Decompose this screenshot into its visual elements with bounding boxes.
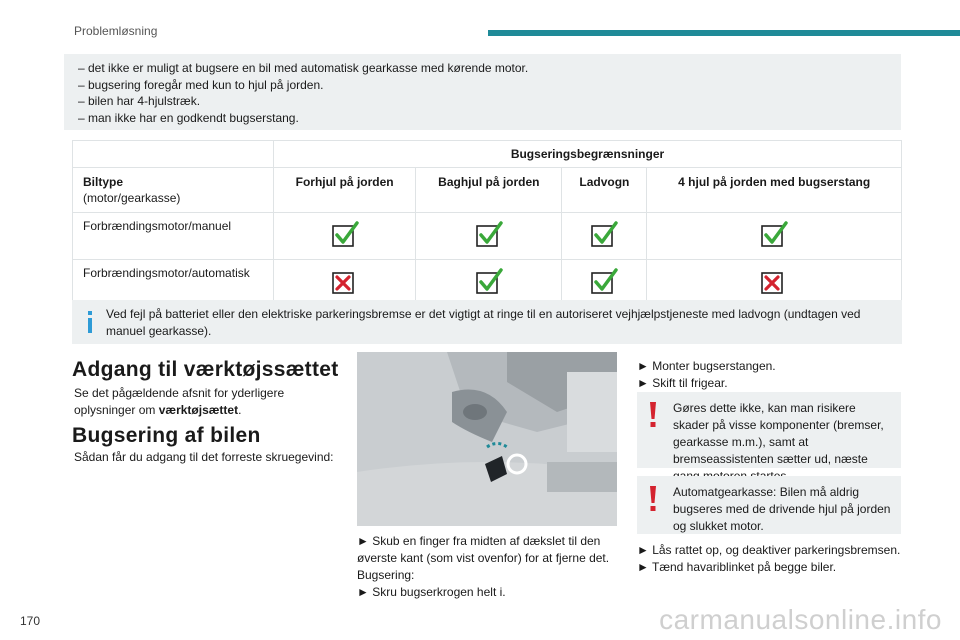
check-icon bbox=[590, 268, 618, 296]
caption-towing-label: Bugsering: bbox=[357, 568, 415, 582]
cross-icon bbox=[331, 268, 359, 296]
mark-cell bbox=[416, 213, 562, 260]
info-note-box bbox=[72, 300, 902, 344]
right-steps-top bbox=[637, 358, 901, 392]
warning-box-brakes bbox=[637, 392, 901, 468]
front-bumper-photo bbox=[357, 352, 617, 526]
vehicle-type-title: Biltype bbox=[83, 175, 124, 189]
check-icon bbox=[590, 221, 618, 249]
check-icon bbox=[331, 221, 359, 249]
table-column-header-row bbox=[73, 168, 902, 213]
restriction-item: – bilen har 4-hjulstræk. bbox=[78, 94, 201, 108]
column-header: Forhjul på jorden bbox=[274, 168, 416, 213]
caption-step-screw-hook: ► Skru bugserkrogen helt i. bbox=[357, 585, 506, 599]
vehicle-type-subtitle: (motor/gearkasse) bbox=[83, 191, 181, 205]
restriction-item: – man ikke har en godkendt bugserstang. bbox=[78, 110, 299, 125]
towing-heading: Bugsering af bilen bbox=[72, 424, 261, 447]
table-empty-corner bbox=[73, 141, 274, 168]
step-hazard-lights: ► Tænd havariblinket på begge biler. bbox=[637, 560, 837, 574]
site-watermark: carmanualsonline.info bbox=[659, 604, 942, 635]
toolkit-text-bold: værktøjsættet bbox=[158, 403, 239, 417]
column-header: Baghjul på jorden bbox=[416, 168, 562, 213]
towing-restrictions-box bbox=[64, 54, 901, 130]
check-icon bbox=[475, 221, 503, 249]
check-icon bbox=[760, 221, 788, 249]
table-row bbox=[73, 213, 902, 260]
caption-step-remove-cover: ► Skub en finger fra midten af dækslet til den øverste kant (som vist ovenfor) for at fjerne det. bbox=[357, 534, 610, 565]
step-unlock-steering: ► Lås rattet op, og deaktiver parkeringsbremsen. bbox=[637, 543, 901, 557]
info-note-text: Ved fejl på batteriet eller den elektriske parkeringsbremse er det vigtigt at ringe til en autoriseret vejhjælpstjeneste med ladvogn (undtagen ved manuel gearkasse). bbox=[106, 307, 861, 338]
step-mount-towbar: ► Monter bugserstangen. bbox=[637, 359, 776, 373]
warning-exclamation-icon bbox=[647, 401, 659, 429]
warning-automatic-line1: Automatgearkasse: Bilen må aldrig bbox=[673, 485, 860, 499]
restriction-item: – det ikke er muligt at bugsere en bil med automatisk gearkasse med kørende motor. bbox=[78, 61, 529, 75]
right-steps-bottom bbox=[637, 542, 901, 576]
cross-icon bbox=[760, 268, 788, 296]
toolkit-text bbox=[74, 385, 334, 419]
section-accent-bar bbox=[488, 30, 960, 36]
row-label: Forbrændingsmotor/manuel bbox=[73, 213, 274, 260]
toolkit-text-end: . bbox=[238, 403, 242, 417]
towing-intro: Sådan får du adgang til det forreste skruegevind: bbox=[74, 450, 334, 464]
column-header: 4 hjul på jorden med bugserstang bbox=[647, 168, 902, 213]
vehicle-type-header bbox=[73, 168, 274, 213]
toolkit-heading: Adgang til værktøjssættet bbox=[72, 358, 339, 381]
warning-automatic-line2: bugseres med de drivende hjul på jorden og slukket motor. bbox=[673, 502, 891, 533]
mark-cell bbox=[647, 213, 902, 260]
info-icon bbox=[84, 310, 96, 334]
toolkit-text-start: Se det pågældende afsnit for yderligere oplysninger om bbox=[74, 386, 285, 417]
towing-limits-table bbox=[72, 140, 902, 307]
step-neutral-gear: ► Skift til frigear. bbox=[637, 376, 728, 390]
mark-cell bbox=[562, 213, 647, 260]
section-title: Problemløsning bbox=[74, 24, 158, 38]
mark-cell bbox=[274, 213, 416, 260]
restriction-item: – bugsering foregår med kun to hjul på jorden. bbox=[78, 77, 324, 92]
table-group-header-row bbox=[73, 141, 902, 168]
warning-brakes-line2: skader på visse komponenter (bremser, gearkasse m.m.), samt at bremseassistenten sætter ud, næste bbox=[673, 418, 884, 466]
table-group-header: Bugseringsbegrænsninger bbox=[274, 141, 902, 168]
page-number: 170 bbox=[20, 614, 41, 628]
column-header: Ladvogn bbox=[562, 168, 647, 213]
photo-caption bbox=[357, 533, 619, 601]
row-label: Forbrændingsmotor/automatisk bbox=[73, 260, 274, 307]
warning-brakes-line1: Gøres dette ikke, kan man risikere bbox=[673, 401, 856, 415]
front-bumper-illustration bbox=[357, 352, 617, 526]
warning-exclamation-icon bbox=[647, 485, 659, 513]
warning-box-automatic bbox=[637, 476, 901, 534]
check-icon bbox=[475, 268, 503, 296]
